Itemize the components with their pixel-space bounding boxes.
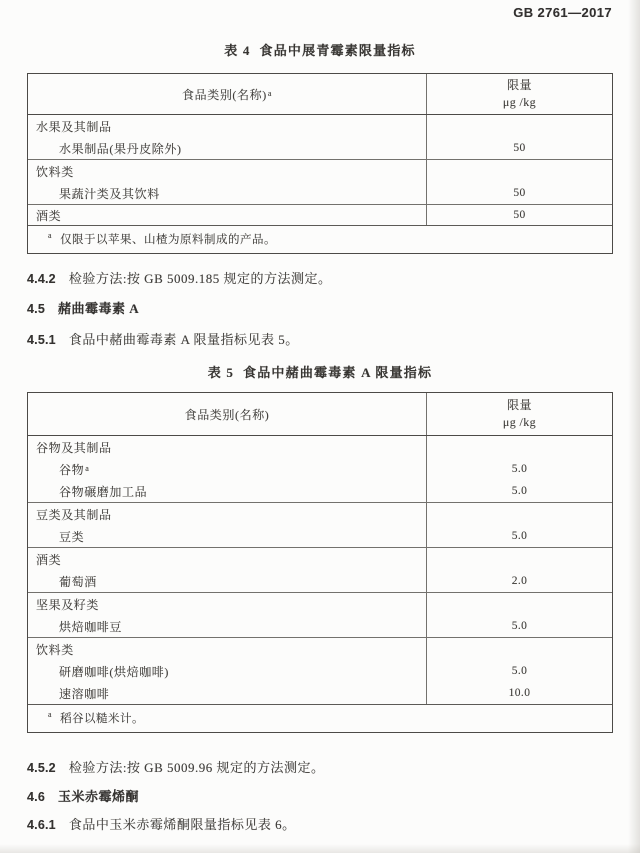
table-row xyxy=(28,525,612,547)
table5-group-alcohol xyxy=(28,548,612,593)
footnote-text: 仅限于以苹果、山楂为原料制成的产品。 xyxy=(60,234,277,246)
row-label-text: 谷物 xyxy=(59,462,85,477)
footnote-text: 稻谷以糙米计。 xyxy=(60,713,145,725)
row-label: 饮料类 xyxy=(28,638,427,660)
table5-header-limit xyxy=(427,393,612,435)
clause-heading-text: 赭曲霉毒素 A xyxy=(57,301,140,316)
row-value xyxy=(427,503,612,525)
row-value: 5.0 xyxy=(511,485,528,497)
table-row xyxy=(28,436,612,458)
row-label: 研磨咖啡(烘焙咖啡) xyxy=(28,660,427,682)
table-row xyxy=(28,638,612,660)
row-label: 坚果及籽类 xyxy=(28,593,427,615)
row-value: 10.0 xyxy=(508,687,531,699)
table-row xyxy=(28,615,612,637)
table5-group-grain xyxy=(28,436,612,503)
clause-text: 检验方法:按 GB 5009.185 规定的方法测定。 xyxy=(68,271,332,286)
row-label: 水果及其制品 xyxy=(28,115,427,137)
clause-text: 食品中玉米赤霉烯酮限量指标见表 6。 xyxy=(68,817,296,832)
limit-header-label: 限量 xyxy=(507,78,532,92)
table5-header-row xyxy=(28,393,612,436)
row-value: 50 xyxy=(513,142,526,154)
table-row xyxy=(28,115,612,137)
limit-header-unit: μg /kg xyxy=(502,415,537,429)
table-row xyxy=(28,660,612,682)
clause-4-4-2 xyxy=(27,270,613,288)
table-row xyxy=(28,503,612,525)
table4-group-fruit xyxy=(28,115,612,160)
category-header-label: 食品类别(名称) xyxy=(182,87,267,102)
clause-4-6-heading xyxy=(27,788,613,806)
clause-number: 4.5.1 xyxy=(27,333,56,347)
row-label: 葡萄酒 xyxy=(28,570,427,592)
clause-4-5-2 xyxy=(27,759,613,777)
clause-4-5-1 xyxy=(27,331,613,349)
row-value xyxy=(427,638,612,660)
table4-group-alcohol xyxy=(28,205,612,226)
limit-header-label: 限量 xyxy=(507,398,532,412)
row-value: 2.0 xyxy=(511,575,528,587)
row-value: 5.0 xyxy=(511,463,528,475)
table5-group-legume xyxy=(28,503,612,548)
row-label: 谷物碾磨加工品 xyxy=(28,480,427,502)
clause-heading-text: 玉米赤霉烯酮 xyxy=(57,789,139,804)
row-label: 豆类 xyxy=(28,525,427,547)
table-row xyxy=(28,570,612,592)
row-value xyxy=(427,115,612,137)
table5 xyxy=(27,392,613,733)
table5-footnote xyxy=(28,705,612,732)
category-header-label: 食品类别(名称) xyxy=(184,407,270,422)
row-label: 烘焙咖啡豆 xyxy=(28,615,427,637)
footnote-marker-a: a xyxy=(48,710,53,720)
footnote-marker-a: a xyxy=(48,231,53,241)
table5-title: 表 5 食品中赭曲霉毒素 A 限量指标 xyxy=(207,365,433,380)
table-row xyxy=(28,205,612,225)
table4-header-limit xyxy=(427,74,612,114)
row-value xyxy=(427,593,612,615)
clause-text: 检验方法:按 GB 5009.96 规定的方法测定。 xyxy=(68,760,325,775)
clause-4-6-1 xyxy=(27,816,613,834)
row-label: 谷物 a xyxy=(28,458,427,480)
row-value xyxy=(427,160,612,182)
row-label: 水果制品(果丹皮除外) xyxy=(28,137,427,159)
table-row xyxy=(28,593,612,615)
scan-edge-shadow-bottom xyxy=(0,844,640,853)
scan-edge-shadow-right xyxy=(628,0,640,853)
row-value: 50 xyxy=(513,187,526,199)
row-label: 饮料类 xyxy=(28,160,427,182)
row-label: 酒类 xyxy=(28,548,427,570)
row-value: 5.0 xyxy=(511,530,528,542)
row-label: 果蔬汁类及其饮料 xyxy=(28,182,427,204)
table-row xyxy=(28,137,612,159)
row-value: 5.0 xyxy=(511,620,528,632)
table-row xyxy=(28,458,612,480)
table-row xyxy=(28,182,612,204)
row-label: 酒类 xyxy=(28,205,427,225)
clause-number: 4.5 xyxy=(27,302,45,316)
table-row xyxy=(28,682,612,704)
clause-number: 4.4.2 xyxy=(27,272,56,286)
table-row xyxy=(28,548,612,570)
table4 xyxy=(27,73,613,254)
row-label: 豆类及其制品 xyxy=(28,503,427,525)
row-label: 谷物及其制品 xyxy=(28,436,427,458)
table4-title: 表 4 食品中展青霉素限量指标 xyxy=(224,43,416,58)
row-value xyxy=(427,436,612,458)
clause-number: 4.6.1 xyxy=(27,818,56,832)
table5-group-nuts xyxy=(28,593,612,638)
table4-footnote xyxy=(28,226,612,253)
clause-text: 食品中赭曲霉毒素 A 限量指标见表 5。 xyxy=(68,332,299,347)
table-row xyxy=(28,160,612,182)
table5-group-beverage xyxy=(28,638,612,705)
table-row xyxy=(28,480,612,502)
row-label: 速溶咖啡 xyxy=(28,682,427,704)
row-value: 5.0 xyxy=(511,665,528,677)
standard-number: GB 2761—2017 xyxy=(513,5,612,20)
table5-header-category xyxy=(28,393,427,435)
clause-number: 4.5.2 xyxy=(27,761,56,775)
table4-header-category: 食品类别(名称) a xyxy=(28,74,427,114)
limit-header-unit: μg /kg xyxy=(502,95,537,109)
row-value: 50 xyxy=(513,209,526,221)
table4-header-row xyxy=(28,74,612,115)
row-value xyxy=(427,548,612,570)
table4-group-beverage xyxy=(28,160,612,205)
clause-4-5-heading xyxy=(27,300,613,318)
clause-number: 4.6 xyxy=(27,790,45,804)
